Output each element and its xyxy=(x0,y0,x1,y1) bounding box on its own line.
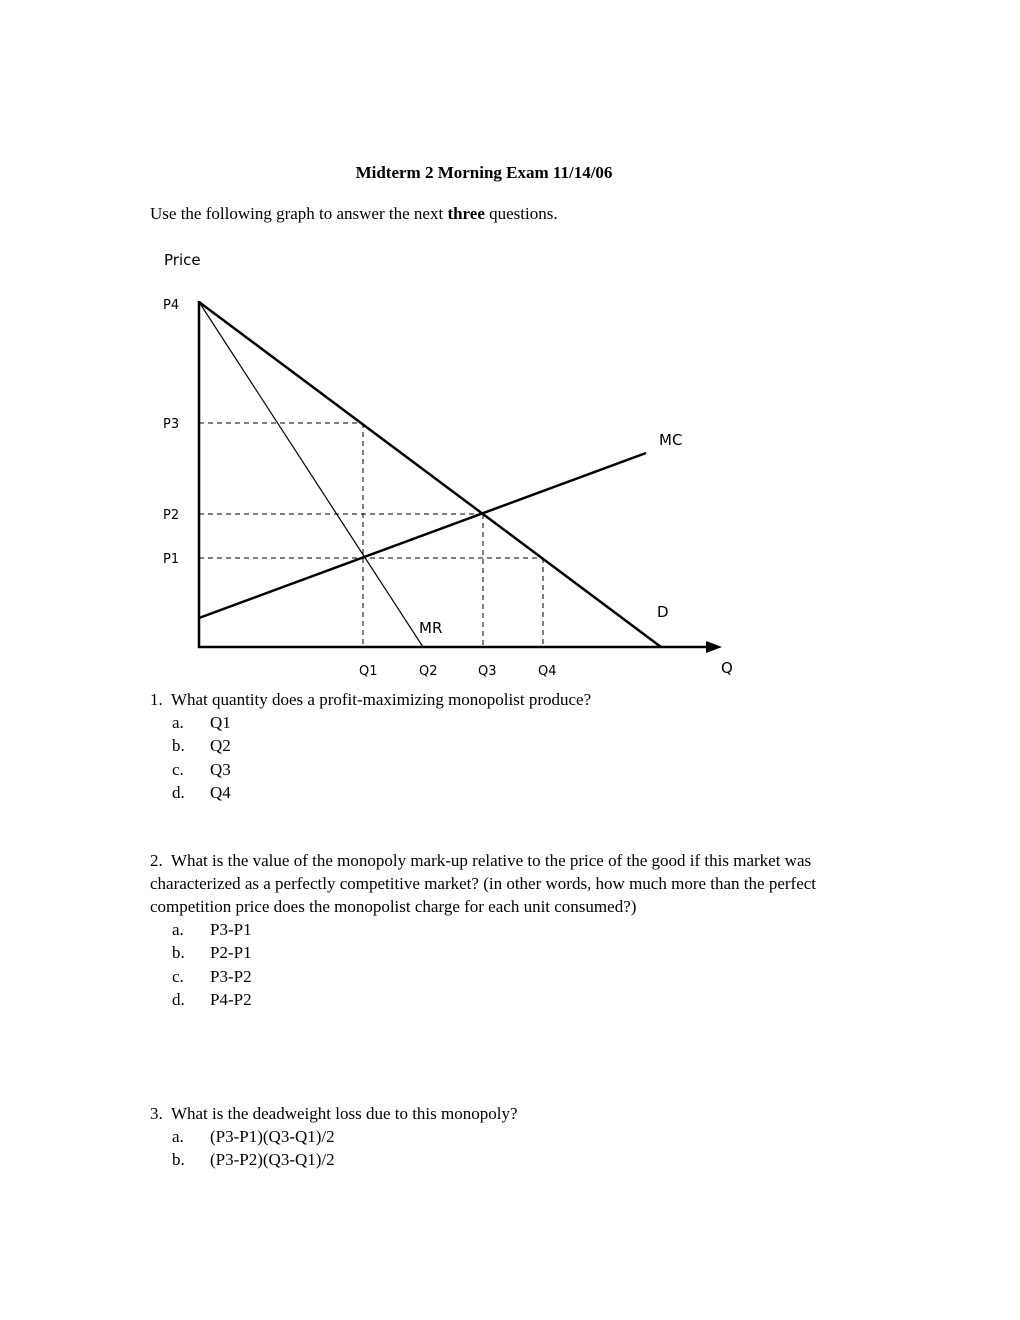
option-1a xyxy=(150,711,870,734)
mr-label: MR xyxy=(419,619,443,637)
option-letter: a. xyxy=(172,920,184,939)
option-3b xyxy=(150,1148,870,1171)
option-text: P3-P1 xyxy=(210,920,252,939)
option-text: Q1 xyxy=(210,713,231,732)
option-letter: d. xyxy=(172,782,185,802)
option-text: (P3-P1)(Q3-Q1)/2 xyxy=(210,1127,335,1146)
option-1c xyxy=(150,758,870,781)
option-text: P4-P2 xyxy=(210,989,252,1009)
question-3-number: 3. xyxy=(150,1104,163,1123)
question-3-text xyxy=(150,1102,870,1125)
mc-curve xyxy=(199,453,646,618)
question-2-text xyxy=(150,849,870,918)
question-3-options xyxy=(150,1125,870,1172)
option-1b xyxy=(150,734,870,757)
option-3a xyxy=(150,1125,870,1148)
option-text: Q3 xyxy=(210,759,231,779)
mr-curve xyxy=(199,302,423,647)
option-letter: c. xyxy=(172,966,184,986)
option-text: P3-P2 xyxy=(210,966,252,986)
exam-title: Midterm 2 Morning Exam 11/14/06 xyxy=(355,163,613,182)
quantity-label-q3: Q3 xyxy=(478,664,497,679)
quantity-label-q1: Q1 xyxy=(359,664,378,679)
option-2d xyxy=(150,988,870,1011)
option-letter: a. xyxy=(172,1127,184,1146)
option-letter: a. xyxy=(172,713,184,732)
question-2-options xyxy=(150,918,870,1011)
demand-label: D xyxy=(657,603,669,621)
question-2-number: 2. xyxy=(150,851,163,870)
question-1-number: 1. xyxy=(150,690,163,709)
option-letter: b. xyxy=(172,736,185,756)
question-1-prompt: What quantity does a profit-maximizing monopolist produce? xyxy=(170,690,592,709)
option-letter: c. xyxy=(172,759,184,779)
option-text: (P3-P2)(Q3-Q1)/2 xyxy=(210,1150,335,1170)
question-1-text xyxy=(150,688,870,711)
option-2b xyxy=(150,941,870,964)
option-letter: d. xyxy=(172,989,185,1009)
x-axis-label: Q xyxy=(721,659,733,677)
price-label-p2: P2 xyxy=(163,508,180,523)
x-axis-arrow xyxy=(706,641,722,653)
question-2-prompt: What is the value of the monopoly mark-up relative to the price of the good if this market was characterized as a perfectly competitive market? (in other words, how much more than the perfect competition price does the monopolist charge for each unit consumed?) xyxy=(150,851,817,916)
option-2c xyxy=(150,965,870,988)
price-label-p1: P1 xyxy=(163,552,180,567)
question-1-options xyxy=(150,711,870,804)
option-text: P2-P1 xyxy=(210,943,252,963)
option-1d xyxy=(150,781,870,804)
price-label-p4: P4 xyxy=(163,298,180,313)
price-label-p3: P3 xyxy=(163,417,180,432)
question-1 xyxy=(150,688,870,804)
intro-after: questions. xyxy=(484,204,558,223)
y-axis-label: Price xyxy=(164,251,201,269)
question-3-prompt: What is the deadweight loss due to this monopoly? xyxy=(170,1104,518,1123)
intro-before: Use the following graph to answer the next xyxy=(150,204,448,223)
monopoly-graph xyxy=(150,245,770,685)
option-letter: b. xyxy=(172,943,185,963)
quantity-label-q4: Q4 xyxy=(538,664,557,679)
option-text: Q4 xyxy=(210,782,231,802)
intro-bold: three xyxy=(447,204,485,223)
question-2 xyxy=(150,849,870,1011)
question-3 xyxy=(150,1102,870,1172)
option-2a xyxy=(150,918,870,941)
quantity-label-q2: Q2 xyxy=(419,664,438,679)
demand-curve xyxy=(199,302,661,647)
option-text: Q2 xyxy=(210,736,231,756)
intro-text xyxy=(150,204,558,224)
option-letter: b. xyxy=(172,1150,185,1170)
mc-label: MC xyxy=(659,431,683,449)
